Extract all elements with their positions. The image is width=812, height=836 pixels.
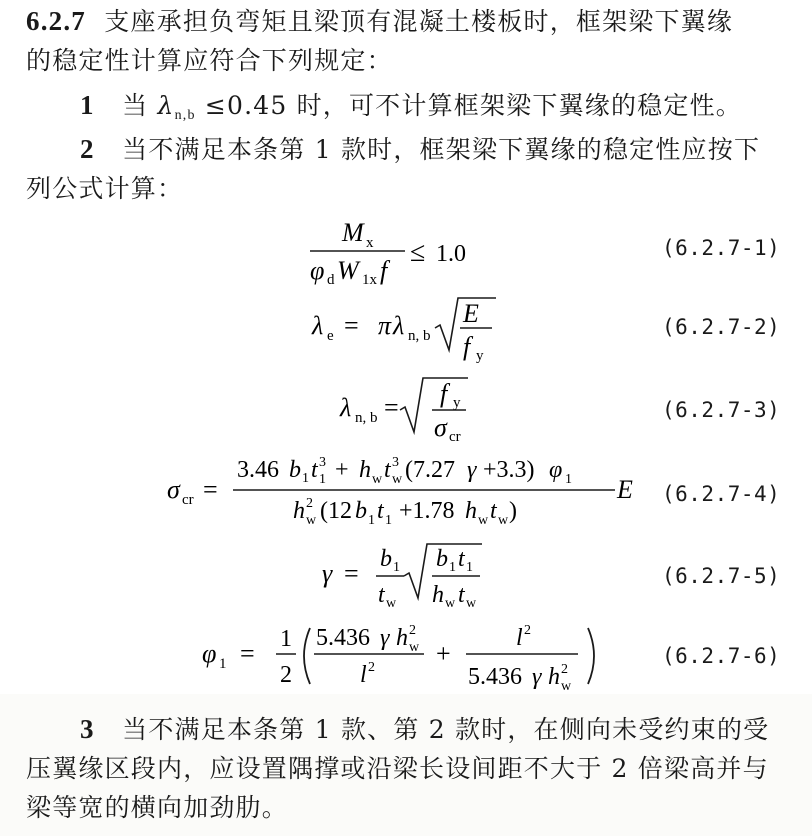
svg-text:=: =	[240, 639, 255, 668]
svg-text:1: 1	[319, 472, 326, 487]
svg-text:W: W	[337, 256, 359, 285]
svg-text:2: 2	[409, 623, 416, 638]
svg-text:=: =	[344, 559, 359, 588]
svg-text:1: 1	[466, 560, 473, 575]
svg-text:w: w	[409, 640, 420, 655]
svg-text:h: h	[396, 625, 408, 651]
svg-text:t: t	[490, 498, 497, 524]
svg-text:+: +	[436, 639, 451, 668]
item-1-subscript: n,b	[174, 108, 196, 123]
svg-text:h: h	[465, 498, 477, 524]
svg-text:cr: cr	[182, 492, 194, 508]
item-1-text-before: 当	[122, 91, 149, 120]
svg-text:σ: σ	[167, 475, 180, 504]
item-2-number: 2	[80, 134, 95, 164]
heading-text-1: 支座承担负弯矩且梁顶有混凝土楼板时，框架梁下翼缘	[104, 7, 734, 36]
svg-text:1: 1	[368, 513, 375, 528]
svg-text:=: =	[203, 475, 218, 504]
equation-row-4	[0, 452, 812, 528]
item-3-line-1	[26, 710, 790, 749]
svg-text:=: =	[344, 311, 359, 340]
heading-line-1	[26, 2, 790, 41]
svg-text:y: y	[453, 395, 461, 411]
equation-6-label: (6.2.7-6)	[662, 644, 781, 668]
svg-text:σ: σ	[434, 413, 447, 442]
equation-1-label: (6.2.7-1)	[662, 236, 781, 260]
svg-text:f: f	[463, 332, 471, 361]
svg-text:3: 3	[392, 455, 399, 470]
svg-text:1: 1	[385, 513, 392, 528]
equation-3-label: (6.2.7-3)	[662, 398, 781, 422]
svg-text:b: b	[436, 546, 448, 572]
svg-text:E: E	[617, 475, 633, 504]
svg-text:5.436: 5.436	[468, 664, 522, 690]
svg-text:t: t	[458, 582, 465, 608]
svg-text:): )	[509, 498, 517, 524]
svg-text:b: b	[380, 546, 392, 572]
svg-text:w: w	[392, 472, 403, 487]
svg-text:l: l	[516, 625, 523, 651]
item-3-line-3: 梁等宽的横向加劲肋。	[26, 793, 289, 822]
equation-row-3	[0, 372, 812, 444]
svg-text:λ: λ	[393, 311, 405, 340]
svg-text:f: f	[440, 379, 448, 408]
svg-text:λ: λ	[340, 393, 352, 422]
heading-line-2: 的稳定性计算应符合下列规定：	[26, 46, 393, 75]
svg-text:+: +	[335, 457, 349, 483]
svg-text:+3.3): +3.3)	[483, 457, 535, 483]
svg-text:+1.78: +1.78	[399, 498, 455, 524]
svg-text:y: y	[476, 348, 484, 364]
equation-row-1	[0, 215, 812, 285]
section-number: 6.2.7	[26, 6, 86, 36]
svg-text:1: 1	[280, 626, 292, 652]
svg-text:M: M	[342, 218, 364, 247]
svg-text:t: t	[377, 498, 384, 524]
svg-text:E: E	[463, 299, 479, 328]
svg-text:w: w	[478, 513, 489, 528]
equation-4-formula	[165, 452, 665, 532]
item-3-line-2: 压翼缘区段内，应设置隅撑或沿梁长设间距不大于 2 倍梁高并与	[26, 754, 769, 783]
item-2-line-1	[26, 130, 790, 169]
svg-text:t: t	[378, 582, 385, 608]
svg-text:1: 1	[393, 560, 400, 575]
item-1	[26, 86, 790, 135]
svg-text:w: w	[386, 596, 397, 610]
svg-text:w: w	[306, 513, 317, 528]
svg-text:3.46: 3.46	[237, 457, 279, 483]
svg-text:h: h	[432, 582, 444, 608]
svg-text:h: h	[359, 457, 371, 483]
svg-text:γ: γ	[467, 457, 477, 483]
equation-4-label: (6.2.7-4)	[662, 482, 781, 506]
svg-text:1: 1	[449, 560, 456, 575]
svg-text:φ: φ	[202, 639, 217, 668]
svg-text:γ: γ	[380, 625, 390, 651]
svg-text:n, b: n, b	[408, 328, 431, 344]
equation-6-formula	[200, 618, 700, 698]
svg-text:w: w	[498, 513, 509, 528]
section-heading	[26, 2, 790, 80]
svg-text:n, b: n, b	[355, 410, 378, 426]
svg-text:w: w	[445, 596, 456, 610]
svg-text:cr: cr	[449, 429, 461, 444]
svg-text:3: 3	[319, 455, 326, 470]
item-2-text-1: 当不满足本条第 1 款时，框架梁下翼缘的稳定性应按下	[122, 135, 761, 164]
svg-text:w: w	[561, 679, 572, 694]
item-3	[26, 710, 790, 827]
svg-text:d: d	[327, 272, 335, 285]
svg-text:5.436: 5.436	[316, 625, 370, 651]
svg-text:1: 1	[565, 472, 572, 487]
svg-text:x: x	[366, 235, 374, 251]
svg-text:h: h	[293, 498, 305, 524]
svg-text:≤: ≤	[410, 237, 426, 268]
svg-text:2: 2	[306, 496, 313, 511]
svg-text:φ: φ	[310, 256, 325, 285]
svg-text:2: 2	[524, 623, 531, 638]
svg-text:=: =	[384, 393, 399, 422]
item-1-symbol: λ	[157, 91, 175, 120]
item-2	[26, 130, 790, 208]
svg-text:1.0: 1.0	[436, 241, 466, 267]
svg-text:γ: γ	[322, 559, 333, 588]
svg-text:(12: (12	[320, 498, 352, 524]
svg-text:(7.27: (7.27	[405, 457, 455, 483]
equation-5-label: (6.2.7-5)	[662, 564, 781, 588]
svg-text:t: t	[458, 546, 465, 572]
svg-text:b: b	[355, 498, 367, 524]
item-3-text-1: 当不满足本条第 1 款、第 2 款时，在侧向未受约束的受	[122, 715, 770, 744]
item-1-number: 1	[80, 90, 95, 120]
svg-text:λ: λ	[312, 311, 324, 340]
svg-text:t: t	[311, 457, 318, 483]
svg-text:e: e	[327, 328, 334, 344]
svg-text:2: 2	[368, 660, 375, 675]
svg-text:1: 1	[302, 471, 309, 486]
svg-text:π: π	[378, 311, 392, 340]
equation-row-2	[0, 292, 812, 364]
svg-text:φ: φ	[549, 457, 563, 483]
equation-row-5	[0, 538, 812, 610]
item-3-number: 3	[80, 714, 95, 744]
svg-text:f: f	[380, 256, 388, 285]
equation-row-6	[0, 618, 812, 694]
svg-text:w: w	[466, 596, 477, 610]
svg-text:1x: 1x	[362, 272, 377, 285]
equation-2-label: (6.2.7-2)	[662, 315, 781, 339]
svg-text:γ: γ	[532, 664, 542, 690]
svg-text:2: 2	[561, 662, 568, 677]
svg-text:w: w	[372, 472, 383, 487]
item-1-text-after: ≤0.45 时，可不计算框架梁下翼缘的稳定性。	[204, 91, 742, 120]
svg-text:l: l	[360, 662, 367, 688]
svg-text:2: 2	[280, 662, 292, 688]
svg-text:b: b	[289, 457, 301, 483]
item-2-line-2: 列公式计算：	[26, 174, 184, 203]
svg-text:1: 1	[219, 656, 227, 672]
svg-text:h: h	[548, 664, 560, 690]
svg-text:t: t	[384, 457, 391, 483]
